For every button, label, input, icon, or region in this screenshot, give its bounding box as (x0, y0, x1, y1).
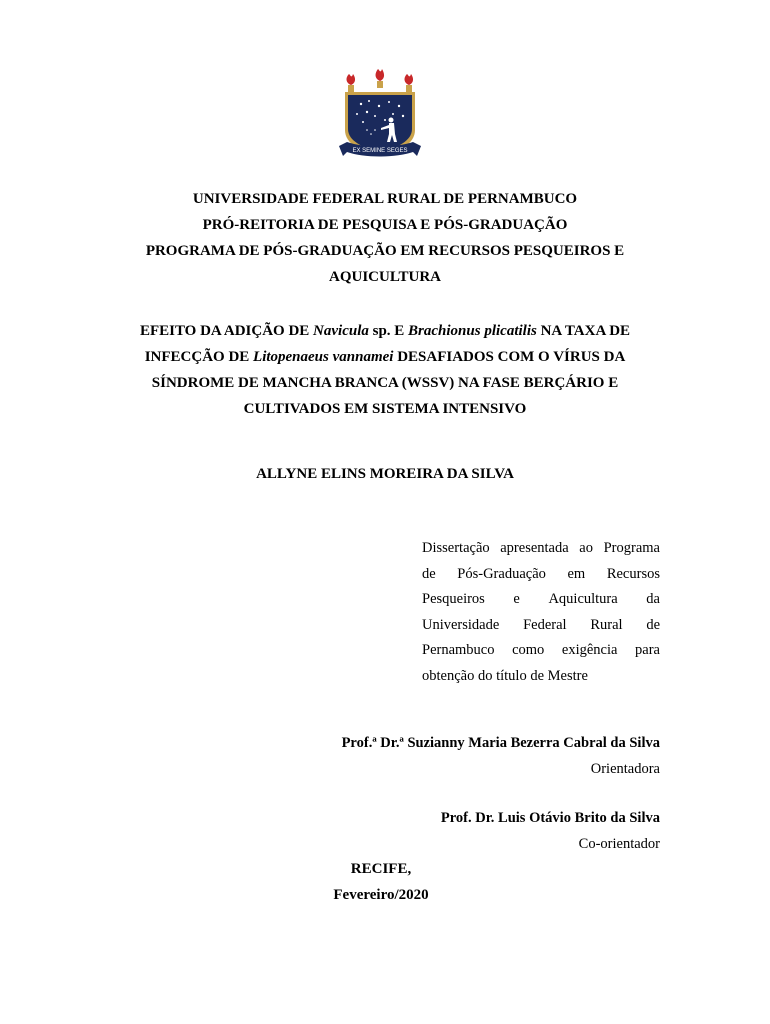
torch-center-icon (376, 69, 385, 88)
statement-row: de Pós-Graduação em Recursos (422, 565, 660, 582)
coadvisor-role: Co-orientador (578, 836, 660, 852)
author-name: ALLYNE ELINS MOREIRA DA SILVA (256, 466, 514, 482)
advisor-block (342, 730, 660, 782)
motto-text: EX SEMINE SEGES (352, 148, 408, 154)
statement-row: Dissertação apresentada ao Programa (422, 540, 660, 556)
title-line-3: SÍNDROME DE MANCHA BRANCA (WSSV) NA FASE BERÇÁRIO E (151, 375, 619, 391)
torch-right-icon (405, 74, 414, 92)
thesis-title (100, 318, 670, 422)
statement-row: Universidade Federal Rural de (422, 616, 660, 633)
statement-row: Pernambuco como exigência para (422, 642, 660, 658)
institution-header (100, 186, 670, 290)
program-name-line1: PROGRAMA DE PÓS-GRADUAÇÃO EM RECURSOS PESQUEIROS E (145, 243, 625, 259)
statement-row: obtenção do título de Mestre (422, 667, 588, 684)
coadvisor-name: Prof. Dr. Luis Otávio Brito da Silva (440, 810, 660, 826)
date: Fevereiro/2020 (333, 887, 429, 903)
coadvisor-block (441, 805, 660, 857)
torch-left-icon (347, 74, 356, 92)
university-crest-icon (339, 68, 421, 168)
institution-name: UNIVERSIDADE FEDERAL RURAL DE PERNAMBUCO (192, 191, 578, 207)
statement-row: Pesqueiros e Aquicultura da (422, 591, 660, 607)
dissertation-statement (422, 536, 660, 689)
city: RECIFE, (350, 861, 412, 877)
advisor-role: Orientadora (590, 761, 660, 777)
title-line-1: EFEITO DA ADIÇÃO DE Navicula sp. E Brachionus plicatilis NA TAXA DE (139, 323, 631, 339)
place-date (301, 856, 461, 908)
title-line-2: INFECÇÃO DE Litopenaeus vannamei DESAFIADOS COM O VÍRUS DA (144, 349, 626, 365)
pro-rectorate: PRÓ-REITORIA DE PESQUISA E PÓS-GRADUAÇÃO (202, 217, 568, 233)
title-line-4: CULTIVADOS EM SISTEMA INTENSIVO (243, 401, 527, 417)
program-name-line2: AQUICULTURA (329, 269, 441, 285)
advisor-name: Prof.ª Dr.ª Suzianny Maria Bezerra Cabral da Silva (341, 735, 660, 751)
